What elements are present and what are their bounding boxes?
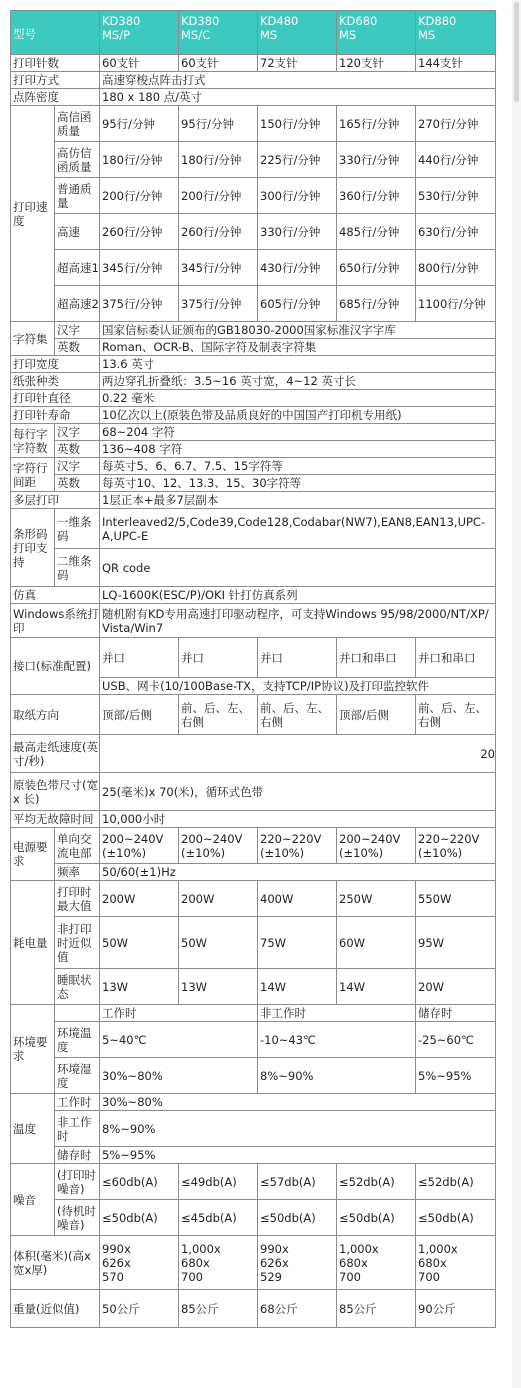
- cell: ≤57db(A): [258, 1164, 337, 1200]
- cell: 并口: [258, 638, 337, 678]
- model-header: KD480 MS: [258, 11, 337, 55]
- cell: 530行/分钟: [416, 178, 496, 214]
- cell: 前、后、左、右侧: [416, 695, 496, 735]
- cell: ≤50db(A): [337, 1200, 416, 1236]
- cell: 330行/分钟: [258, 214, 337, 250]
- cell: 200W: [179, 881, 258, 917]
- chars-per-line-row: [11, 441, 496, 458]
- cell: 85公斤: [337, 1290, 416, 1328]
- environment-row: [11, 1022, 496, 1058]
- row-label: 平均无故障时间: [11, 811, 100, 828]
- cell: 200~240V (±10%): [179, 828, 258, 864]
- sub-label: (待机时噪音): [55, 1200, 100, 1236]
- row-label: 打印针直径: [11, 390, 100, 407]
- sub-label: 非工作时: [55, 1111, 100, 1147]
- row-label: 打印宽度: [11, 356, 100, 373]
- cell: 8%~90%: [100, 1111, 496, 1147]
- spec-table: [10, 10, 496, 1328]
- row-label: Windows系统打印: [11, 604, 100, 638]
- cell: Interleaved2/5,Code39,Code128,Codabar(NW7),EAN8,EAN13,UPC-A,UPC-E: [100, 509, 496, 549]
- cell: 144支针: [416, 55, 496, 72]
- cell: 95W: [416, 917, 496, 969]
- row-label: 纸张种类: [11, 373, 100, 390]
- model-header: KD380 MS/P: [100, 11, 179, 55]
- row-label: 每行字 字符数: [11, 424, 55, 458]
- row-label: 点阵密度: [11, 89, 100, 106]
- cell: ≤52db(A): [416, 1164, 496, 1200]
- sub-label: 环境温度: [55, 1022, 100, 1058]
- cell: 前、后、左、右侧: [179, 695, 258, 735]
- cell: 前、后、左、右侧: [258, 695, 337, 735]
- cell: 60W: [337, 917, 416, 969]
- sub-label: 汉字: [55, 458, 100, 475]
- paper-row: [11, 373, 496, 390]
- cell: 440行/分钟: [416, 142, 496, 178]
- sub-label: 环境湿度: [55, 1058, 100, 1094]
- cell: 顶部/后侧: [337, 695, 416, 735]
- cell: 485行/分钟: [337, 214, 416, 250]
- cell: 375行/分钟: [179, 286, 258, 322]
- row-label: 重量(近似值): [11, 1290, 100, 1328]
- speed-row: [11, 250, 496, 286]
- chars-per-line-row: [11, 424, 496, 441]
- interface-row: [11, 638, 496, 678]
- charset-row: [11, 322, 496, 339]
- scrollbar[interactable]: [512, 0, 521, 1388]
- cell: 68~204 字符: [100, 424, 496, 441]
- cell: 并口: [179, 638, 258, 678]
- cell: 605行/分钟: [258, 286, 337, 322]
- cell: 5%~95%: [100, 1147, 496, 1164]
- cell: 90公斤: [416, 1290, 496, 1328]
- sub-label: 高速: [55, 214, 100, 250]
- cell: ≤52db(A): [337, 1164, 416, 1200]
- row-label: 温度: [11, 1094, 55, 1164]
- sub-label: 二维条码: [55, 549, 100, 587]
- cell: 随机附有KD专用高速打印驱动程序，可支持Windows 95/98/2000/NT/XP/Vista/Win7: [100, 604, 496, 638]
- cell: 8%~90%: [258, 1058, 416, 1094]
- cell: 14W: [337, 969, 416, 1005]
- sub-label: 单向交流电部: [55, 828, 100, 864]
- sub-label: 普通质量: [55, 178, 100, 214]
- sub-label: 超高速2: [55, 286, 100, 322]
- row-label: 打印针数: [11, 55, 100, 72]
- cell: 200~240V (±10%): [100, 828, 179, 864]
- sub-label: 高信函质量: [55, 106, 100, 142]
- cell: 60支针: [179, 55, 258, 72]
- humidity-row: [11, 1147, 496, 1164]
- cell: 330行/分钟: [337, 142, 416, 178]
- ribbon-row: [11, 773, 496, 811]
- cell: LQ-1600K(ESC/P)/OKI 针打仿真系列: [100, 587, 496, 604]
- speed-row: [11, 142, 496, 178]
- volume-row: [11, 1236, 496, 1290]
- cell: 5~40℃: [100, 1022, 258, 1058]
- density-row: [11, 89, 496, 106]
- cell: 68公斤: [258, 1290, 337, 1328]
- charset-row: [11, 339, 496, 356]
- cell: 两边穿孔折叠纸：3.5~16 英寸宽，4~12 英寸长: [100, 373, 496, 390]
- cell: Roman、OCR-B、国际字符及制表字符集: [100, 339, 496, 356]
- cell: 并口和串口: [337, 638, 416, 678]
- char-spacing-row: [11, 475, 496, 492]
- cell: 50W: [179, 917, 258, 969]
- row-label: 最高走纸速度(英寸/秒): [11, 735, 100, 773]
- noise-row: [11, 1164, 496, 1200]
- cell: 200行/分钟: [100, 178, 179, 214]
- cell: 1,000x 680x 700: [416, 1236, 496, 1290]
- cell: 120支针: [337, 55, 416, 72]
- cell: 375行/分钟: [100, 286, 179, 322]
- cell: 0.22 毫米: [100, 390, 496, 407]
- environment-row: [11, 1058, 496, 1094]
- row-label: 仿真: [11, 587, 100, 604]
- row-label: 多层打印: [11, 492, 100, 509]
- cell: 85公斤: [179, 1290, 258, 1328]
- cell: 5%~95%: [416, 1058, 496, 1094]
- cell: 14W: [258, 969, 337, 1005]
- cell: 260行/分钟: [179, 214, 258, 250]
- cell: 200~240V (±10%): [337, 828, 416, 864]
- power-row: [11, 828, 496, 864]
- emulation-row: [11, 587, 496, 604]
- row-label: 打印针寿命: [11, 407, 100, 424]
- row-label: 原装色带尺寸(宽 x 长): [11, 773, 100, 811]
- cell: 360行/分钟: [337, 178, 416, 214]
- row-label: 打印方式: [11, 72, 100, 89]
- sub-label: 储存时: [55, 1147, 100, 1164]
- cell: 990x 626x 529: [258, 1236, 337, 1290]
- cell: 60支针: [100, 55, 179, 72]
- cell: 13W: [100, 969, 179, 1005]
- cell: ≤50db(A): [416, 1200, 496, 1236]
- width-row: [11, 356, 496, 373]
- pin-diameter-row: [11, 390, 496, 407]
- cell: ≤45db(A): [179, 1200, 258, 1236]
- cell: 75W: [258, 917, 337, 969]
- cell: 200行/分钟: [179, 178, 258, 214]
- cell: 13W: [179, 969, 258, 1005]
- cell: 并口: [100, 638, 179, 678]
- sub-label: 英数: [55, 339, 100, 356]
- cell: 685行/分钟: [337, 286, 416, 322]
- cell: 1层正本+最多7层副本: [100, 492, 496, 509]
- row-label: 接口(标准配置): [11, 638, 100, 695]
- feed-speed-row: [11, 735, 496, 773]
- header-label: 型号: [11, 11, 100, 55]
- windows-row: [11, 604, 496, 638]
- cell: 650行/分钟: [337, 250, 416, 286]
- sub-label: 频率: [55, 864, 100, 881]
- speed-row: [11, 106, 496, 142]
- row-label: 噪音: [11, 1164, 55, 1236]
- cell: 10亿次以上(原装色带及品质良好的中国国产打印机专用纸): [100, 407, 496, 424]
- cell: 30%~80%: [100, 1094, 496, 1111]
- model-header: KD380 MS/C: [179, 11, 258, 55]
- row-label: 打印速度: [11, 106, 55, 322]
- consumption-row: [11, 881, 496, 917]
- speed-row: [11, 214, 496, 250]
- method-row: [11, 72, 496, 89]
- barcode-row: [11, 549, 496, 587]
- environment-row: [11, 1005, 496, 1022]
- cell: 345行/分钟: [100, 250, 179, 286]
- humidity-row: [11, 1111, 496, 1147]
- cell: 10,000小时: [100, 811, 496, 828]
- scrollbar-thumb[interactable]: [514, 2, 519, 102]
- pins-row: [11, 55, 496, 72]
- cell: ≤49db(A): [179, 1164, 258, 1200]
- cell: 50W: [100, 917, 179, 969]
- cell: 13.6 英寸: [100, 356, 496, 373]
- model-header: KD680 MS: [337, 11, 416, 55]
- sub-label: 英数: [55, 475, 100, 492]
- cell: 25(毫米)x 70(米)，循环式色带: [100, 773, 496, 811]
- cell: 345行/分钟: [179, 250, 258, 286]
- cell: 165行/分钟: [337, 106, 416, 142]
- cell: 180 x 180 点/英寸: [100, 89, 496, 106]
- feed-row: [11, 695, 496, 735]
- model-header: KD880 MS: [416, 11, 496, 55]
- cell: 72支针: [258, 55, 337, 72]
- cell: 220~220V (±10%): [416, 828, 496, 864]
- row-label: 字符集: [11, 322, 55, 356]
- row-label: 取纸方向: [11, 695, 100, 735]
- char-spacing-row: [11, 458, 496, 475]
- cell: 每英寸5、6、6.7、7.5、15字符等: [100, 458, 496, 475]
- sub-label: 汉字: [55, 322, 100, 339]
- cell: 300行/分钟: [258, 178, 337, 214]
- weight-row: [11, 1290, 496, 1328]
- mtbf-row: [11, 811, 496, 828]
- cell: 20W: [416, 969, 496, 1005]
- speed-row: [11, 286, 496, 322]
- cell: -10~43℃: [258, 1022, 416, 1058]
- consumption-row: [11, 969, 496, 1005]
- humidity-row: [11, 1094, 496, 1111]
- sub-label: 一维条码: [55, 509, 100, 549]
- cell: 1100行/分钟: [416, 286, 496, 322]
- cell: 每英寸10、12、13.3、15、30字符等: [100, 475, 496, 492]
- cell: 180行/分钟: [179, 142, 258, 178]
- consumption-row: [11, 917, 496, 969]
- cell: 50/60(±1)Hz: [100, 864, 496, 881]
- cell: 630行/分钟: [416, 214, 496, 250]
- multipart-row: [11, 492, 496, 509]
- cell: 220~220V (±10%): [258, 828, 337, 864]
- row-label: 字符行 间距: [11, 458, 55, 492]
- cell: -25~60℃: [416, 1022, 496, 1058]
- sub-label: 超高速1: [55, 250, 100, 286]
- cell: 20: [100, 735, 496, 773]
- sub-label: (打印时噪音): [55, 1164, 100, 1200]
- cell: 550W: [416, 881, 496, 917]
- cell: QR code: [100, 549, 496, 587]
- sub-label: 工作时: [55, 1094, 100, 1111]
- cell: 储存时: [416, 1005, 496, 1022]
- sub-label: 高仿信函质量: [55, 142, 100, 178]
- cell: 95行/分钟: [179, 106, 258, 142]
- cell: 136~408 字符: [100, 441, 496, 458]
- power-row: [11, 864, 496, 881]
- sub-label: 睡眠状态: [55, 969, 100, 1005]
- cell: 非工作时: [258, 1005, 416, 1022]
- sub-label: 汉字: [55, 424, 100, 441]
- cell: ≤50db(A): [258, 1200, 337, 1236]
- cell: 225行/分钟: [258, 142, 337, 178]
- cell: 800行/分钟: [416, 250, 496, 286]
- sub-label: 打印时最大值: [55, 881, 100, 917]
- row-label: 条形码打印支持: [11, 509, 55, 587]
- cell: 990x 626x 570: [100, 1236, 179, 1290]
- cell: ≤60db(A): [100, 1164, 179, 1200]
- cell: 并口和串口: [416, 638, 496, 678]
- pin-life-row: [11, 407, 496, 424]
- cell: 1,000x 680x 700: [337, 1236, 416, 1290]
- cell: 400W: [258, 881, 337, 917]
- sub-label: 英数: [55, 441, 100, 458]
- cell: 30%~80%: [100, 1058, 258, 1094]
- speed-row: [11, 178, 496, 214]
- cell: ≤50db(A): [100, 1200, 179, 1236]
- cell: 430行/分钟: [258, 250, 337, 286]
- noise-row: [11, 1200, 496, 1236]
- cell: 50公斤: [100, 1290, 179, 1328]
- barcode-row: [11, 509, 496, 549]
- cell: 250W: [337, 881, 416, 917]
- cell: 顶部/后侧: [100, 695, 179, 735]
- row-label: 环境要求: [11, 1005, 55, 1094]
- cell: 200W: [100, 881, 179, 917]
- sub-label: 非打印时近似值: [55, 917, 100, 969]
- row-label: 体积(毫米)(高x宽x厚): [11, 1236, 100, 1290]
- cell: 150行/分钟: [258, 106, 337, 142]
- sub-label: [55, 1005, 100, 1022]
- row-label: 耗电量: [11, 881, 55, 1005]
- cell: USB、网卡(10/100Base-TX，支持TCP/IP协议)及打印监控软件: [100, 678, 496, 695]
- header-row: [11, 11, 496, 55]
- cell: 260行/分钟: [100, 214, 179, 250]
- cell: 工作时: [100, 1005, 258, 1022]
- row-label: 电源要求: [11, 828, 55, 881]
- cell: 270行/分钟: [416, 106, 496, 142]
- spec-table-container: [10, 10, 496, 1328]
- cell: 高速穿梭点阵击打式: [100, 72, 496, 89]
- cell: 1,000x 680x 700: [179, 1236, 258, 1290]
- cell: 国家信标委认证颁布的GB18030-2000国家标准汉字字库: [100, 322, 496, 339]
- cell: 95行/分钟: [100, 106, 179, 142]
- cell: 180行/分钟: [100, 142, 179, 178]
